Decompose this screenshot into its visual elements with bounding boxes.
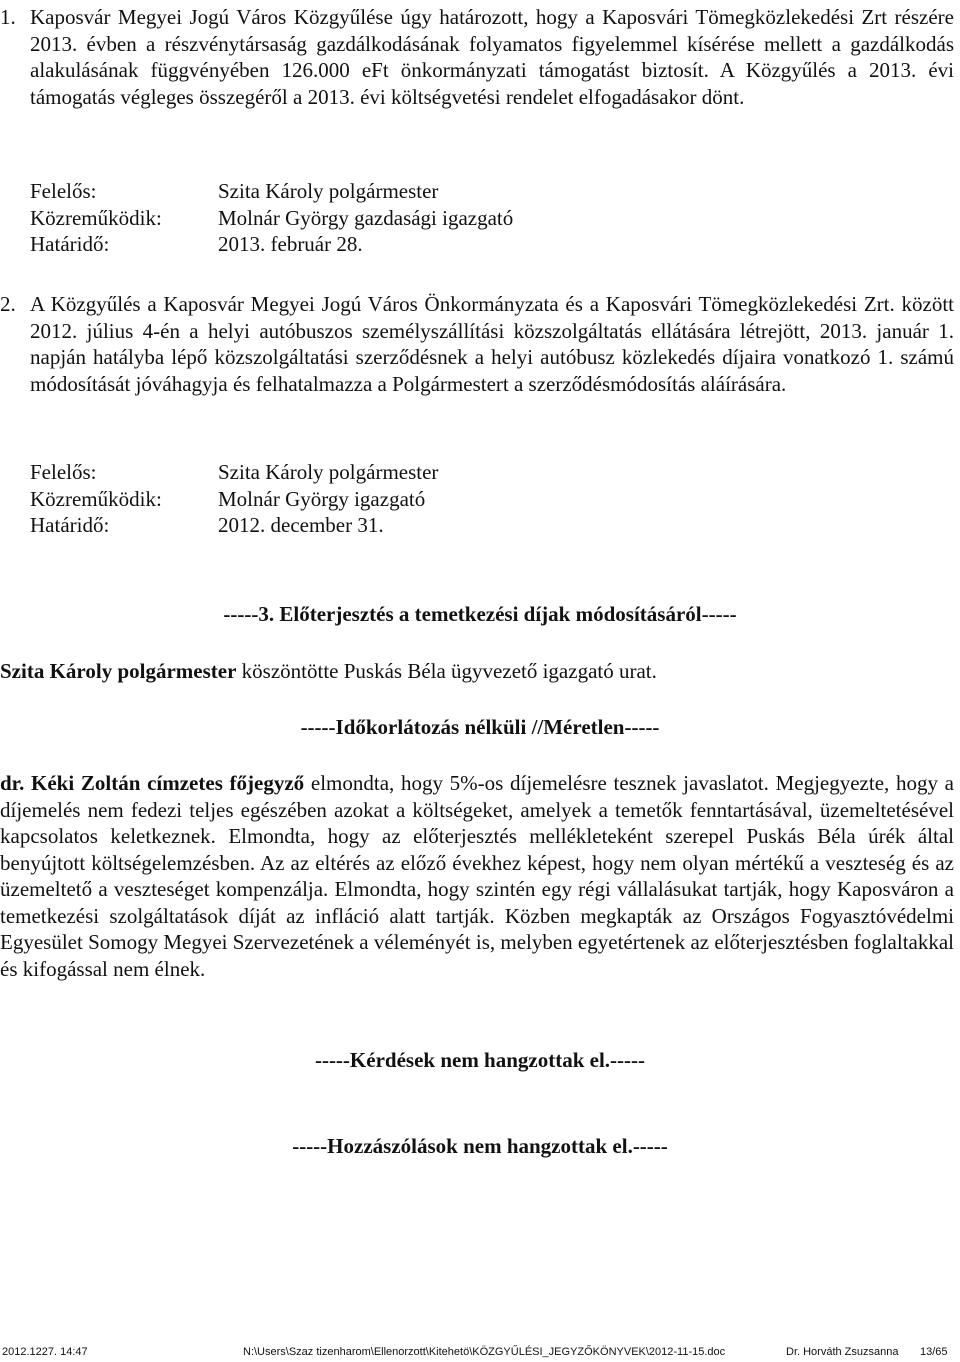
responsible-label: Felelős: <box>30 460 97 484</box>
deadline-label: Határidő: <box>30 513 110 537</box>
contributor-row <box>30 486 830 513</box>
resolution-item-1 <box>0 4 954 110</box>
time-limit-note: -----Időkorlátozás nélküli //Méretlen----- <box>300 715 660 739</box>
responsible-label: Felelős: <box>30 179 97 203</box>
resolution-item-2 <box>0 291 954 397</box>
page-footer <box>0 1345 960 1359</box>
contributor-value: Molnár György gazdasági igazgató <box>218 205 514 230</box>
speech-speaker: dr. Kéki Zoltán címzetes főjegyző <box>0 771 305 795</box>
item-text: Kaposvár Megyei Jogú Város Közgyűlése úgy határozott, hogy a Kaposvári Tömegközlekedési Zrt részére 2013. évben a részvénytársaság gazdálkodásának folyamatos figyelemmel kísérése mellett a gazdálkodás alakulásának függvényében 126.000 eFt önkormányzati támogatást biztosít. A Közgyűlés a 2013. évi támogatás végleges összegéről a 2013. évi költségvetési rendelet elfogadásakor dönt. <box>30 5 954 109</box>
contributor-value: Molnár György igazgató <box>218 486 426 511</box>
footer-file-path: N:\Users\Szaz tizenharom\Ellenorzott\Kitehetö\KÖZGYŰLÉSI_JEGYZŐKÖNYVEK\2012-11-15.doc <box>243 1346 726 1358</box>
item-number: 2. <box>0 292 16 316</box>
responsible-value: Szita Károly polgármester <box>218 179 439 203</box>
intro-paragraph <box>0 658 960 684</box>
speech-paragraph <box>0 770 954 982</box>
responsible-row <box>30 459 830 486</box>
deadline-value: 2013. február 28. <box>218 232 363 256</box>
deadline-label: Határidő: <box>30 232 110 256</box>
speech-text: elmondta, hogy 5%-os díjemelésre tesznek javaslatot. Megjegyezte, hogy a díjemelés nem fedezi teljes egészében azokat a költségeket, amelyek a temetők fenntartásával, üzemeltetésével kapcsolatos keletkeznek. Elmondta, hogy az előterjesztés mellékleteként szerepel Puskás Béla úrék által benyújtott költségelemzésben. Az az eltérés az előző évekhez képest, hogy nem olyan mértékű a veszteség és az üzemeltető a veszteséget kompenzálja. Elmondta, hogy szintén egy régi vállalásukat tartják, hogy Kaposváron a temetkezési szolgáltatások díját az infláció alatt tartják. Közben megkapták az Országos Fogyasztóvédelmi Egyesület Somogy Megyei Szervezetének a véleményét is, melyben egyetértenek az előterjesztésben foglaltakkal és kifogással nem élnek. <box>0 771 954 981</box>
footer-date: 2012.1227. 14:47 <box>2 1346 88 1358</box>
footer-author: Dr. Horváth Zsuzsanna <box>786 1346 899 1358</box>
deadline-value: 2012. december 31. <box>218 513 384 537</box>
contributor-label: Közreműködik: <box>30 486 162 511</box>
questions-note: -----Kérdések nem hangzottak el.----- <box>314 1048 646 1072</box>
footer-page-number: 13/65 <box>920 1346 948 1358</box>
responsibility-block-2 <box>30 459 830 539</box>
intro-text: köszöntötte Puskás Béla ügyvezető igazgató urat. <box>236 659 657 683</box>
contributor-label: Közreműködik: <box>30 205 162 230</box>
responsibility-block-1 <box>30 178 830 258</box>
intro-speaker: Szita Károly polgármester <box>0 659 237 683</box>
deadline-row <box>30 512 830 539</box>
responsible-row <box>30 178 830 205</box>
item-number: 1. <box>0 5 16 29</box>
contributor-row <box>30 205 830 232</box>
agenda-item-heading: -----3. Előterjesztés a temetkezési díjak módosításáról----- <box>223 602 737 626</box>
responsible-value: Szita Károly polgármester <box>218 460 439 484</box>
comments-note: -----Hozzászólások nem hangzottak el.----- <box>292 1134 668 1158</box>
item-text: A Közgyűlés a Kaposvár Megyei Jogú Város Önkormányzata és a Kaposvári Tömegközlekedési Zrt. között 2012. július 4-én a helyi autóbuszos személyszállítási közszolgáltatás ellátására létrejött, 2013. január 1. napján hatályba lépő közszolgáltatási szerződésnek a helyi autóbusz közlekedés díjaira vonatkozó 1. számú módosítását jóváhagyja és felhatalmazza a Polgármestert a szerződésmódosítás aláírására. <box>30 292 954 396</box>
deadline-row <box>30 231 830 258</box>
